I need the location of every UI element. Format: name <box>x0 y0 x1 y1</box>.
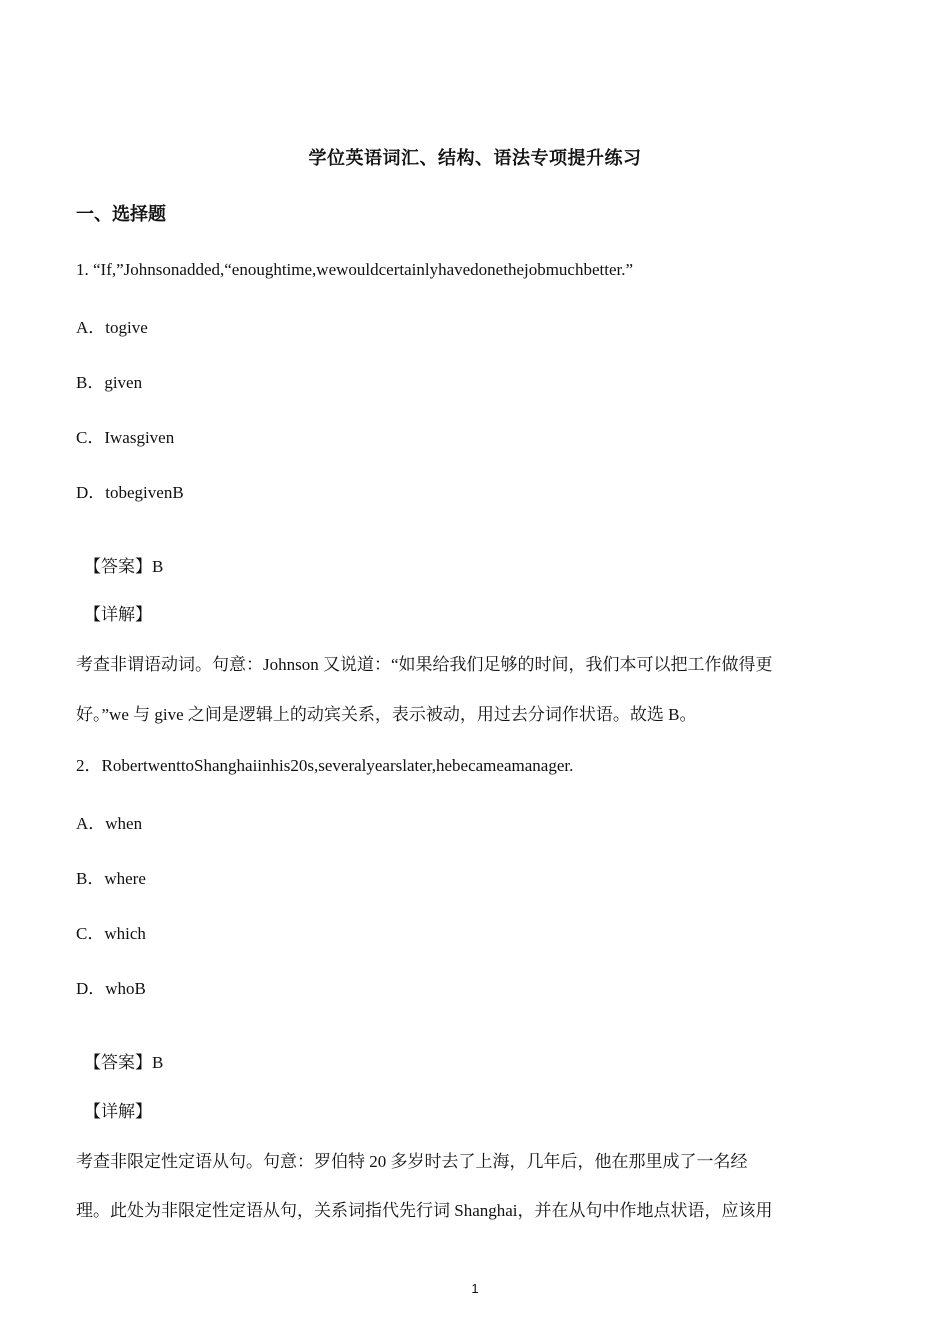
question-1-option-a: A．togive <box>76 318 148 337</box>
question-1-stem: 1. “If,”Johnsonadded,“enoughtime,wewouldcertainlyhavedonethejobmuchbetter.” <box>76 260 634 279</box>
question-2-option-d: D．whoB <box>76 979 146 998</box>
question-2-stem: 2．RobertwenttoShanghaiinhis20s,severalyearslater,hebecameamanager. <box>76 756 574 775</box>
question-1-option-c: C．Iwasgiven <box>76 428 175 447</box>
question-2-explanation-line-2: 理。此处为非限定性定语从句，关系词指代先行词 Shanghai，并在从句中作地点状语，应该用 <box>76 1201 773 1220</box>
section-heading: 一、选择题 <box>76 204 166 225</box>
question-2-option-b: B．where <box>76 869 146 888</box>
question-1-detail-label: 【详解】 <box>84 605 152 624</box>
question-1-answer: 【答案】B <box>84 557 164 576</box>
question-1-option-b: B．given <box>76 373 143 392</box>
question-2-option-c: C．which <box>76 924 146 943</box>
question-1-option-d: D．tobegivenB <box>76 483 184 502</box>
question-2-option-a: A．when <box>76 814 143 833</box>
page-number: 1 <box>471 1281 479 1296</box>
question-1-explanation-line-1: 考查非谓语动词。句意：Johnson 又说道：“如果给我们足够的时间，我们本可以把工作做得更 <box>76 655 773 674</box>
question-2-explanation-line-1: 考查非限定性定语从句。句意：罗伯特 20 多岁时去了上海，几年后，他在那里成了一名经 <box>76 1152 748 1171</box>
document-title: 学位英语词汇、结构、语法专项提升练习 <box>308 148 642 169</box>
question-2-detail-label: 【详解】 <box>84 1102 152 1121</box>
question-2-answer: 【答案】B <box>84 1053 164 1072</box>
question-1-explanation-line-2: 好。”we 与 give 之间是逻辑上的动宾关系，表示被动，用过去分词作状语。故选 B。 <box>76 705 697 724</box>
